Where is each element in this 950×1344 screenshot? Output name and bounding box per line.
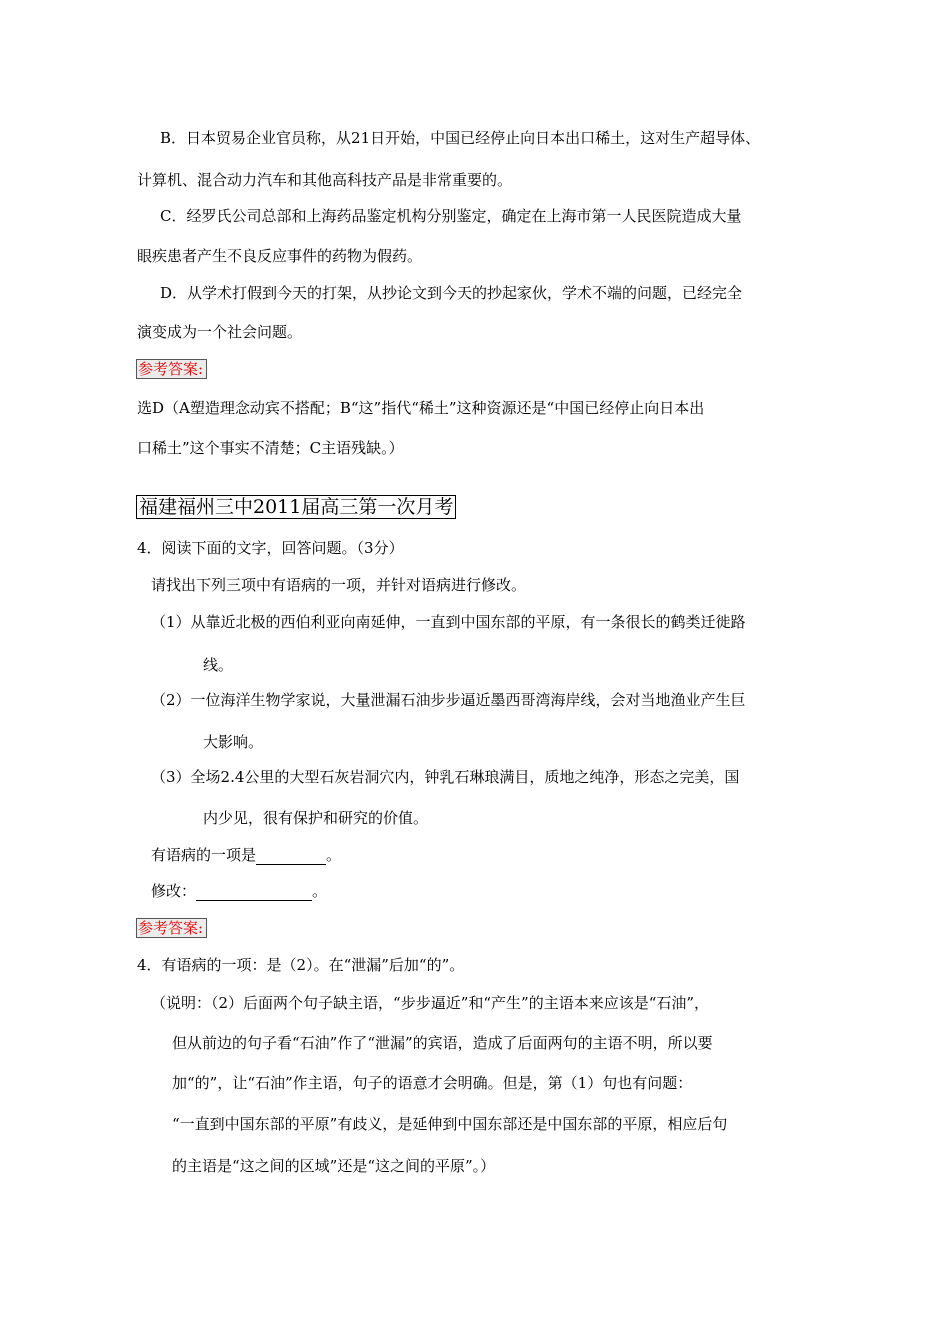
fill-blank-1-prefix: 有语病的一项是: [151, 846, 257, 864]
option-d-line2: 演变成为一个社会问题。: [137, 323, 303, 341]
option-c-line2: 眼疾患者产生不良反应事件的药物为假药。: [137, 247, 423, 265]
answer-label-q4: 参考答案:: [136, 918, 207, 938]
note-line2: 但从前边的句子看“石油”作了“泄漏”的宾语，造成了后面两句的主语不明，所以要: [172, 1034, 713, 1052]
section-title: 福建福州三中2011届高三第一次月考: [136, 495, 456, 519]
note-line3: 加“的”，让“石油”作主语，句子的语意才会明确。但是，第（1）句也有问题：: [172, 1074, 693, 1092]
fill-blank-1-suffix: 。: [326, 846, 342, 864]
answer-line-q4: 4．有语病的一项：是（2）。在“泄漏”后加“的”。: [137, 956, 465, 974]
answer-blank-2: [196, 884, 312, 901]
option-b-line2: 计算机、混合动力汽车和其他高科技产品是非常重要的。: [137, 171, 513, 189]
item-2-line2: 大影响。: [203, 733, 264, 751]
option-c-line1: C．经罗氏公司总部和上海药品鉴定机构分别鉴定，确定在上海市第一人民医院造成大量: [160, 207, 742, 225]
note-line5: 的主语是“这之间的区域”还是“这之间的平原”。）: [172, 1157, 496, 1175]
fill-blank-2-suffix: 。: [312, 882, 328, 900]
item-2-line1: （2）一位海洋生物学家说，大量泄漏石油步步逼近墨西哥湾海岸线，会对当地渔业产生巨: [151, 691, 746, 709]
item-3-line2: 内少见，很有保护和研究的价值。: [203, 809, 429, 827]
answer-label: 参考答案:: [136, 359, 207, 379]
answer-line1: 选D（A塑造理念动宾不搭配；B“这”指代“稀土”这种资源还是“中国已经停止向日本出: [137, 399, 705, 417]
question-instruction: 请找出下列三项中有语病的一项，并针对语病进行修改。: [151, 576, 527, 594]
item-1-line2: 线。: [203, 656, 234, 674]
option-b-line1: B．日本贸易企业官员称，从21日开始，中国已经停止向日本出口稀土，这对生产超导体、: [160, 129, 761, 147]
item-3-line1: （3）全场2.4公里的大型石灰岩洞穴内，钟乳石琳琅满目，质地之纯净，形态之完美，国: [151, 768, 740, 786]
note-line1: （说明：（2）后面两个句子缺主语，“步步逼近”和“产生”的主语本来应该是“石油”，: [151, 994, 710, 1012]
question-stem: 4．阅读下面的文字，回答问题。（3分）: [137, 539, 404, 557]
answer-blank-1: [256, 848, 326, 865]
fill-blank-2-prefix: 修改：: [151, 882, 197, 900]
note-line4: “一直到中国东部的平原”有歧义，是延伸到中国东部还是中国东部的平原，相应后句: [172, 1115, 728, 1133]
answer-line2: 口稀土”这个事实不清楚；C主语残缺。）: [137, 439, 404, 457]
fill-blank-2: [151, 881, 327, 901]
fill-blank-1: [151, 845, 341, 865]
item-1-line1: （1）从靠近北极的西伯利亚向南延伸，一直到中国东部的平原，有一条很长的鹤类迁徙路: [151, 613, 746, 631]
option-d-line1: D．从学术打假到今天的打架，从抄论文到今天的抄起家伙，学术不端的问题，已经完全: [160, 284, 743, 302]
